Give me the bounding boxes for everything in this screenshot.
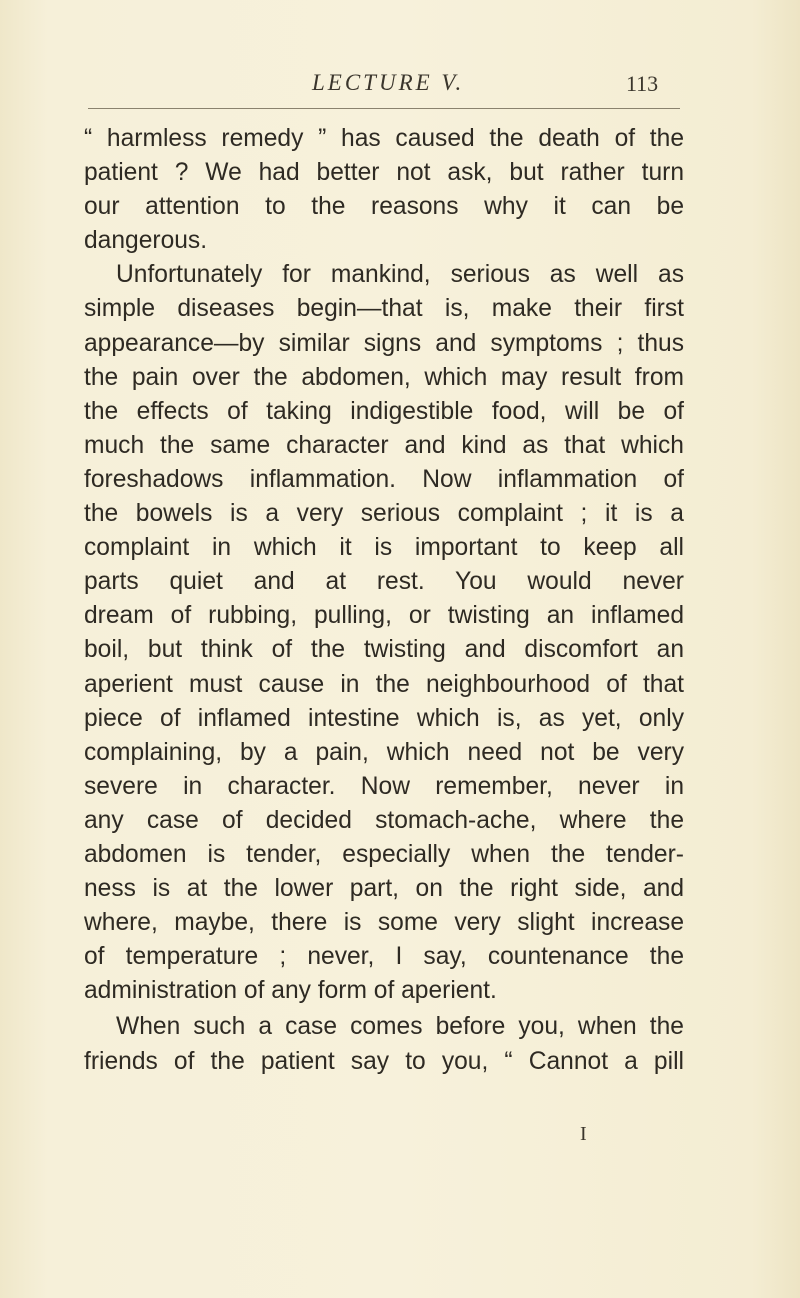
text-line: Unfortunately for mankind, serious as well as xyxy=(116,261,684,289)
text-line: parts quiet and at rest. You would never xyxy=(84,568,684,596)
text-line: administration of any form of aperient. xyxy=(84,977,497,1005)
text-line: where, maybe, there is some very slight increase xyxy=(84,909,684,937)
page-number: 113 xyxy=(626,71,659,96)
header-rule xyxy=(88,108,680,109)
text-line: abdomen is tender, especially when the tender- xyxy=(84,840,684,868)
text-line: boil, but think of the twisting and discomfort an xyxy=(84,636,684,664)
text-line: patient ? We had better not ask, but rather turn xyxy=(84,159,684,187)
text-line: aperient must cause in the neighbourhood of that xyxy=(84,670,684,698)
paragraph xyxy=(84,258,684,1008)
text-line: much the same character and kind as that which xyxy=(84,431,684,459)
text-line: dream of rubbing, pulling, or twisting an inflamed xyxy=(84,602,684,630)
signature-mark: I xyxy=(580,1123,587,1145)
text-line: any case of decided stomach-ache, where the xyxy=(84,806,684,834)
text-line: ness is at the lower part, on the right side, and xyxy=(84,875,684,903)
paragraph xyxy=(84,122,684,258)
text-line: friends of the patient say to you, “ Cannot a pill xyxy=(84,1047,684,1075)
text-line: piece of inflamed intestine which is, as yet, only xyxy=(84,704,684,732)
text-line: “ harmless remedy ” has caused the death of the xyxy=(84,125,684,152)
body-text xyxy=(84,122,684,1079)
text-line: the bowels is a very serious complaint ; it is a xyxy=(84,500,684,528)
text-line: complaint in which it is important to keep all xyxy=(84,534,684,562)
text-line: dangerous. xyxy=(84,227,208,255)
text-line: the effects of taking indigestible food, will be of xyxy=(84,397,684,425)
paragraph xyxy=(84,1010,684,1078)
text-line: of temperature ; never, I say, countenance the xyxy=(84,943,684,971)
text-line: severe in character. Now remember, never in xyxy=(84,772,684,800)
text-line: foreshadows inflammation. Now inflammation of xyxy=(84,465,684,493)
running-head: LECTURE V. xyxy=(312,70,465,95)
text-line: the pain over the abdomen, which may result from xyxy=(84,363,684,391)
text-line: When such a case comes before you, when the xyxy=(116,1013,684,1041)
text-line: simple diseases begin—that is, make their first xyxy=(84,295,684,323)
text-line: our attention to the reasons why it can be xyxy=(84,193,684,221)
text-line: appearance—by similar signs and symptoms ; thus xyxy=(84,329,684,357)
text-line: complaining, by a pain, which need not be very xyxy=(84,738,684,766)
